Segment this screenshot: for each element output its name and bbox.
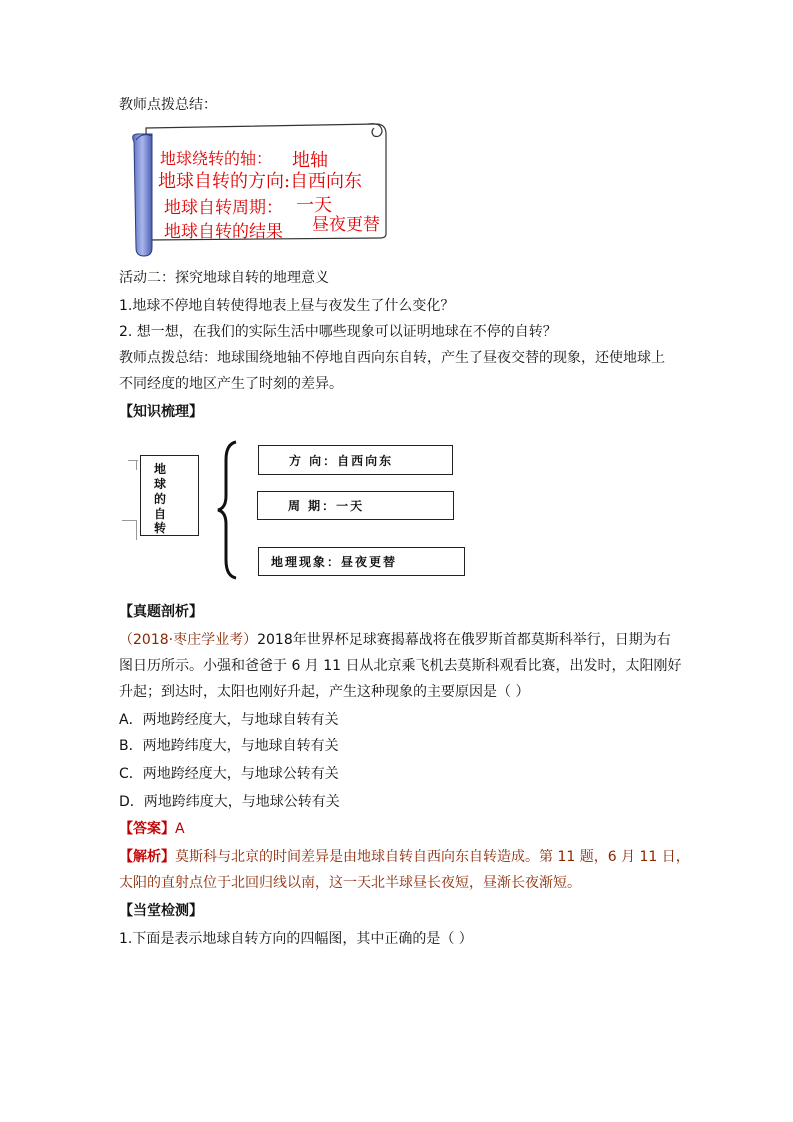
check-heading: 【当堂检测】 (119, 903, 203, 919)
corner-mark (122, 520, 136, 521)
exam-option-b: B．两地跨纬度大，与地球自转有关 (119, 738, 339, 754)
brace-graphic (216, 440, 240, 580)
check-question-1: 1.下面是表示地球自转方向的四幅图，其中正确的是（ ） (119, 931, 473, 947)
exam-analysis-line1 (119, 848, 690, 866)
knowledge-branch-direction (258, 445, 453, 475)
knowledge-branch-phenomenon (258, 547, 465, 576)
exam-option-c: C．两地跨经度大，与地球公转有关 (119, 766, 339, 782)
scroll-period-label: 地球自转周期： (164, 198, 283, 218)
exam-stem-text: 2018年世界杯足球赛揭幕战将在俄罗斯首都莫斯科举行，日期为右 (257, 632, 671, 648)
knowledge-root-char: 转 (154, 521, 167, 535)
knowledge-branch-period-text: 周 期：一天 (288, 499, 365, 513)
knowledge-root-box (140, 455, 199, 536)
exam-answer (119, 820, 185, 838)
activity2-question-1: 1.地球不停地自转使得地表上昼与夜发生了什么变化？ (119, 298, 455, 314)
knowledge-root-char: 的 (154, 492, 167, 506)
knowledge-branch-direction-text: 方 向：自西向东 (289, 454, 394, 468)
teacher-summary-label: 教师点拨总结： (119, 97, 217, 113)
activity2-title: 活动二：探究地球自转的地理意义 (119, 270, 329, 286)
corner-mark (136, 520, 137, 540)
scroll-direction-value: 自西向东 (290, 171, 362, 192)
activity2-question-2: 2. 想一想，在我们的实际生活中哪些现象可以证明地球在不停的自转？ (119, 324, 557, 340)
scroll-direction-label: 地球自转的方向: (158, 171, 291, 192)
exam-option-a: A．两地跨经度大，与地球自转有关 (119, 712, 339, 728)
scroll-result-value: 昼夜更替 (312, 215, 380, 235)
exam-stem-line2: 图日历所示。小强和爸爸于 6 月 11 日从北京乘飞机去莫斯科观看比赛，出发时，太阳刚好 (119, 658, 682, 674)
knowledge-root-char: 自 (154, 507, 167, 521)
scroll-period-value: 一天 (296, 195, 332, 216)
answer-value: A (175, 821, 185, 837)
summary-scroll (124, 120, 390, 260)
analysis-label: 【解析】 (119, 849, 175, 865)
analysis-text: 莫斯科与北京的时间差异是由地球自转自西向东自转造成。第 11 题，6 月 11 日， (175, 849, 690, 865)
corner-mark (136, 460, 137, 470)
knowledge-root-char: 地 (154, 462, 167, 476)
exam-option-d: D．两地跨纬度大，与地球公转有关 (119, 794, 340, 810)
knowledge-branch-period (257, 491, 454, 520)
exam-stem-line1 (119, 631, 671, 649)
knowledge-branch-phenomenon-text: 地理现象：昼夜更替 (271, 555, 398, 569)
activity2-summary-line2: 不同经度的地区产生了时刻的差异。 (119, 376, 343, 392)
activity2-summary-line1: 教师点拨总结：地球围绕地轴不停地自西向东自转，产生了昼夜交替的现象，还使地球上 (119, 350, 665, 366)
knowledge-root-char: 球 (154, 477, 167, 491)
exam-source: （2018·枣庄学业考） (119, 632, 258, 648)
exam-heading: 【真题剖析】 (119, 604, 203, 620)
scroll-axis-label: 地球绕转的轴： (160, 149, 273, 168)
scroll-result-label: 地球自转的结果 (164, 222, 283, 242)
exam-analysis-line2: 太阳的直射点位于北回归线以南，这一天北半球昼长夜短，昼渐长夜渐短。 (119, 875, 581, 891)
knowledge-heading: 【知识梳理】 (119, 404, 203, 420)
exam-stem-line3: 升起；到达时，太阳也刚好升起，产生这种现象的主要原因是（ ） (119, 684, 530, 700)
scroll-axis-value: 地轴 (292, 150, 328, 171)
answer-label: 【答案】 (119, 821, 175, 837)
